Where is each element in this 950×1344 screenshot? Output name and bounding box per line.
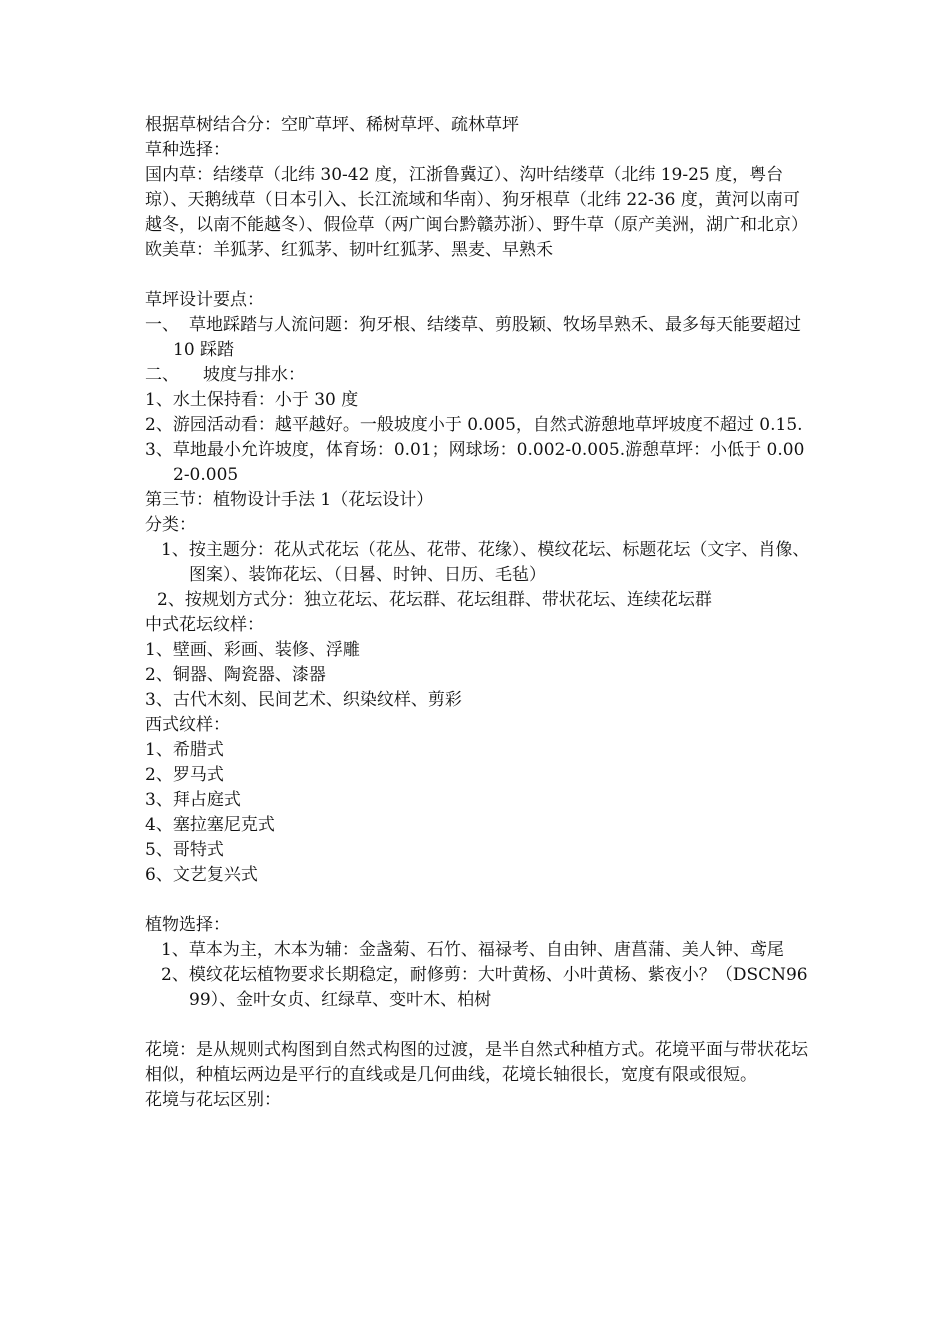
paragraph-western-grass: 欧美草：羊狐茅、红狐茅、韧叶红狐茅、黑麦、早熟禾: [145, 240, 553, 260]
document-body: [145, 113, 810, 1113]
list-text: 草地踩踏与人流问题：狗牙根、结缕草、剪股颖、牧场旱熟禾、最多每天能要超过 10 踩踏: [173, 315, 801, 360]
list-item-by-plan: 2、按规划方式分：独立花坛、花坛群、花坛组群、带状花坛、连续花坛群: [157, 590, 712, 610]
blank-line: [145, 1013, 810, 1038]
heading-plant-selection: 植物选择：: [145, 915, 230, 935]
heading-grass-selection: 草种选择：: [145, 140, 230, 160]
paragraph-domestic-grass: 国内草：结缕草（北纬 30-42 度，江浙鲁冀辽）、沟叶结缕草（北纬 19-25 度，粤台琼）、天鹅绒草（日本引入、长江流域和华南）、狗牙根草（北纬 22-36 度，黄河以南可越冬，以南不能越冬）、假俭草（两广闽台黔赣苏浙）、野牛草（原产美洲，湖广和北京）: [145, 165, 808, 235]
blank-line: [145, 888, 810, 913]
list-item-activity: 2、游园活动看：越平越好。一般坡度小于 0.005，自然式游憩地草坪坡度不超过 0.15.: [145, 415, 803, 435]
list-item-gothic: 5、哥特式: [145, 840, 224, 860]
list-item-trampling: [145, 313, 810, 363]
heading-section-three: 第三节：植物设计手法 1（花坛设计）: [145, 490, 434, 510]
heading-western-patterns: 西式纹样：: [145, 715, 230, 735]
list-item-woodcut: 3、古代木刻、民间艺术、织染纹样、剪彩: [145, 690, 462, 710]
paragraph-lawn-classification: 根据草树结合分：空旷草坪、稀树草坪、疏林草坪: [145, 115, 519, 135]
list-item-by-theme: 1、按主题分：花从式花坛（花丛、花带、花缘）、模纹花坛、标题花坛（文字、肖像、图案）、装饰花坛、（日晷、时钟、日历、毛毡）: [161, 540, 810, 585]
blank-line: [145, 263, 810, 288]
list-item-herbaceous: 1、草本为主，木本为辅：金盏菊、石竹、福禄考、自由钟、唐菖蒲、美人钟、鸢尾: [161, 940, 784, 960]
paragraph-flower-border: 花境：是从规则式构图到自然式构图的过渡，是半自然式种植方式。花境平面与带状花坛相似，种植坛两边是平行的直线或是几何曲线，花境长轴很长，宽度有限或很短。: [145, 1040, 808, 1085]
list-item-renaissance: 6、文艺复兴式: [145, 865, 258, 885]
list-item-pattern-plants: 2、模纹花坛植物要求长期稳定，耐修剪：大叶黄杨、小叶黄杨、紫夜小？（DSCN9699）、金叶女贞、红绿草、变叶木、柏树: [161, 965, 808, 1010]
heading-border-vs-bed: 花境与花坛区别：: [145, 1090, 281, 1110]
list-item-soil: 1、水土保持看：小于 30 度: [145, 390, 359, 410]
list-item-slope: [145, 363, 810, 388]
heading-chinese-patterns: 中式花坛纹样：: [145, 615, 264, 635]
list-item-roman: 2、罗马式: [145, 765, 224, 785]
list-text: 坡度与排水：: [203, 365, 305, 385]
list-item-bronze: 2、铜器、陶瓷器、漆器: [145, 665, 326, 685]
list-item-byzantine: 3、拜占庭式: [145, 790, 241, 810]
heading-classification: 分类：: [145, 515, 196, 535]
list-number: 一、: [145, 315, 179, 335]
list-item-greek: 1、希腊式: [145, 740, 224, 760]
list-item-saracenic: 4、塞拉塞尼克式: [145, 815, 275, 835]
list-number: 二、: [145, 365, 179, 385]
heading-lawn-design-points: 草坪设计要点：: [145, 290, 264, 310]
list-item-murals: 1、壁画、彩画、装修、浮雕: [145, 640, 360, 660]
list-item-min-slope: 3、草地最小允许坡度，体育场：0.01；网球场：0.002-0.005.游憩草坪：小低于 0.002-0.005: [145, 440, 805, 485]
